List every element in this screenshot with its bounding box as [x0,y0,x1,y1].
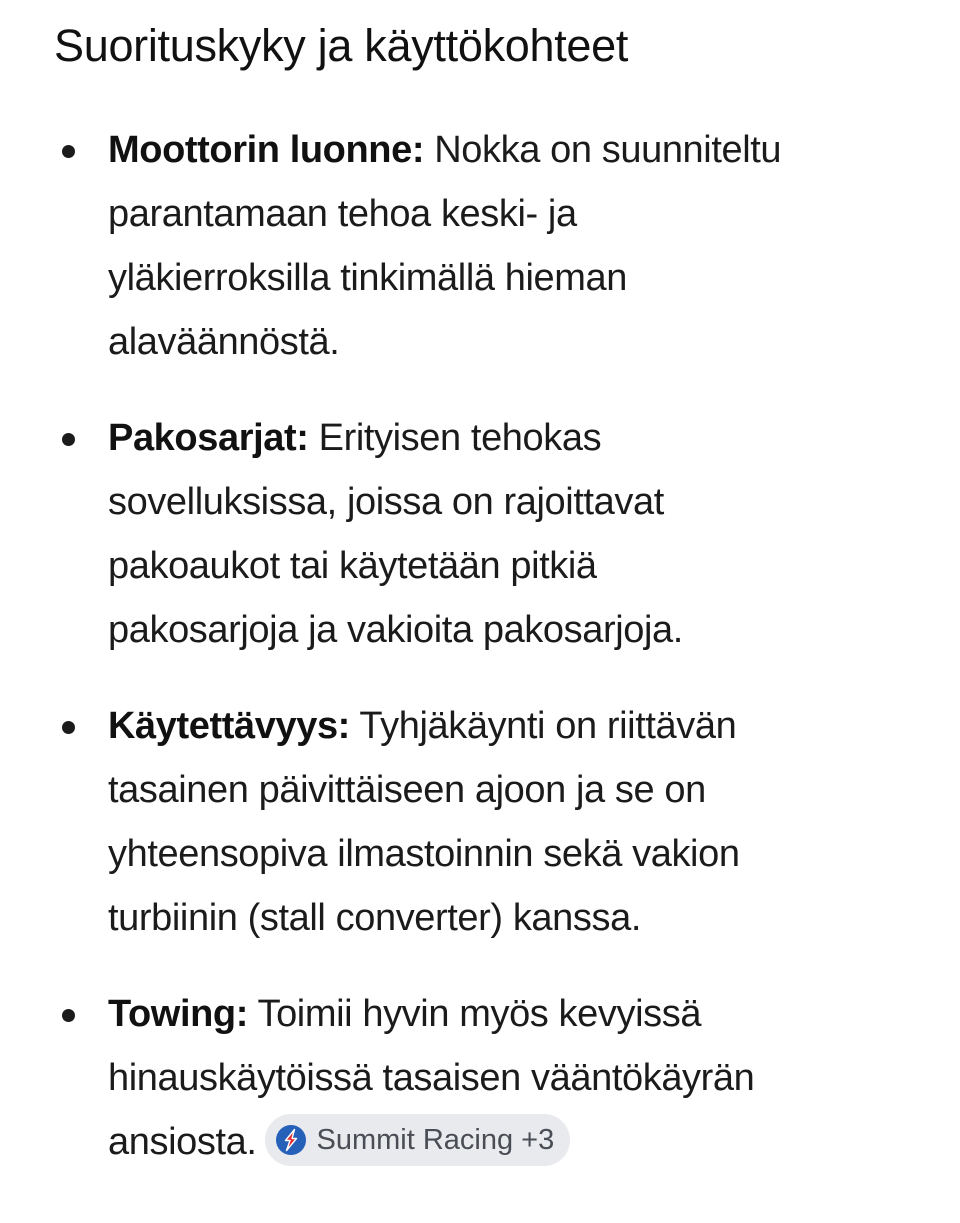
list-item-towing [0,982,960,1174]
list-item-engine-character [0,118,960,374]
text-line: pakoaukot tai käytetään pitkiä [108,545,597,587]
list-item-drivability [0,694,960,950]
text-line: Pakosarjat: Erityisen tehokas [108,417,602,459]
bullet-text [108,694,920,950]
text-line: yläkierroksilla tinkimällä hieman [108,257,627,299]
bullet-lead: Towing: [108,993,248,1035]
bullet-lead: Käytettävyys: [108,705,350,747]
text-line: tasainen päivittäiseen ajoon ja se on [108,769,706,811]
bullet-icon [62,433,75,446]
bullet-icon [62,1009,75,1022]
bullet-icon [62,145,75,158]
bullet-lead: Moottorin luonne: [108,129,425,171]
text-line: ansiosta. Summit Racing +3 [108,1110,920,1174]
bullet-icon [62,721,75,734]
source-chip-button[interactable] [265,1114,571,1166]
bullet-list [0,118,960,1206]
bullet-text [108,406,920,662]
text-line: turbiinin (stall converter) kanssa. [108,897,641,939]
bullet-text [108,982,920,1174]
text-line: hinauskäytöissä tasaisen vääntökäyrän [108,1057,755,1099]
text-line: Moottorin luonne: Nokka on suunniteltu [108,129,782,171]
list-item-exhaust-manifolds [0,406,960,662]
bullet-text [108,118,920,374]
summit-racing-logo-icon [275,1124,307,1156]
text-line: yhteensopiva ilmastoinnin sekä vakion [108,833,740,875]
text-line: parantamaan tehoa keski- ja [108,193,577,235]
text-line: pakosarjoja ja vakioita pakosarjoja. [108,609,683,651]
text-line: sovelluksissa, joissa on rajoittavat [108,481,664,523]
text-line: Käytettävyys: Tyhjäkäynti on riittävän [108,705,737,747]
text-line: Towing: Toimii hyvin myös kevyissä [108,993,702,1035]
source-chip-label: Summit Racing +3 [316,1123,555,1156]
section-title: Suorituskyky ja käyttökohteet [54,20,629,71]
text-line: alaväännöstä. [108,321,340,363]
bullet-lead: Pakosarjat: [108,417,309,459]
